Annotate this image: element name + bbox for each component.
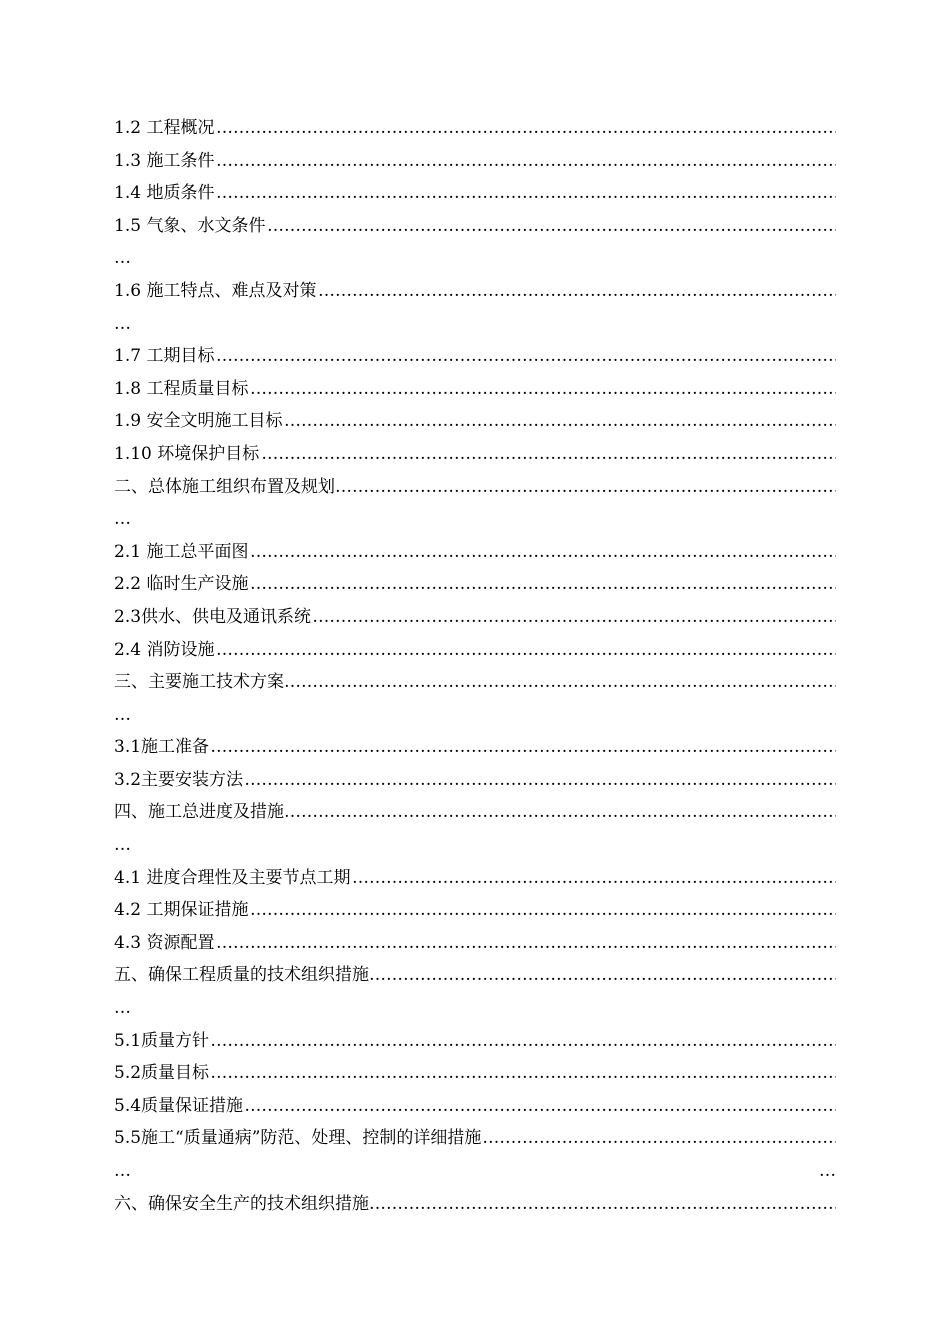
toc-entry-text: 2.2 临时生产设施: [114, 574, 249, 595]
toc-leader-continuation: [114, 829, 836, 862]
toc-leader-continuation: [114, 992, 836, 1025]
toc-continuation-text: …: [114, 998, 131, 1019]
toc-entry-text: 5.4质量保证措施: [114, 1095, 244, 1116]
toc-entry-text: 五、确保工程质量的技术组织措施: [114, 965, 369, 986]
toc-entry-text: 1.2 工程概况: [114, 118, 215, 138]
toc-continuation-text: …: [114, 248, 131, 269]
toc-entry[interactable]: [114, 634, 836, 667]
toc-entry-text: 2.4 消防设施: [114, 639, 215, 660]
toc-entry-text: 1.8 工程质量目标: [114, 378, 249, 399]
toc-entry[interactable]: [114, 927, 836, 960]
toc-entry-text: 三、主要施工技术方案: [114, 672, 284, 693]
toc-entry-text: 1.5 气象、水文条件: [114, 215, 266, 236]
toc-entry[interactable]: [114, 601, 836, 634]
toc-entry[interactable]: [114, 373, 836, 406]
toc-entry-text: 2.1 施工总平面图: [114, 541, 249, 562]
toc-entry[interactable]: [114, 862, 836, 895]
toc-entry[interactable]: [114, 894, 836, 927]
toc-entry-text: 1.3 施工条件: [114, 150, 215, 171]
toc-entry-text: 4.2 工期保证措施: [114, 900, 249, 921]
toc-entry[interactable]: [114, 1057, 836, 1090]
toc-entry-text: 1.10 环境保护目标: [114, 443, 260, 464]
toc-continuation-text: …: [114, 835, 131, 856]
toc-leader-continuation: [114, 308, 836, 341]
toc-continuation-text-right: …: [819, 1161, 836, 1181]
toc-entry[interactable]: [114, 471, 836, 504]
toc-continuation-text: …: [114, 1161, 131, 1181]
toc-continuation-text: …: [114, 509, 131, 530]
toc-continuation-text: …: [114, 704, 131, 725]
toc-entry-text: 1.4 地质条件: [114, 183, 215, 204]
toc-leader-continuation: [114, 699, 836, 732]
toc-entry-text: 5.1质量方针: [114, 1030, 210, 1051]
toc-entry[interactable]: [114, 275, 836, 308]
toc-entry[interactable]: [114, 666, 836, 699]
toc-entry[interactable]: [114, 764, 836, 797]
toc-entry[interactable]: [114, 438, 836, 471]
toc-entry[interactable]: [114, 340, 836, 373]
toc-entry-text: 3.1施工准备: [114, 737, 210, 758]
toc-continuation-text: …: [114, 313, 131, 334]
toc-entry-text: 4.1 进度合理性及主要节点工期: [114, 867, 351, 888]
toc-entry[interactable]: [114, 731, 836, 764]
toc-entry[interactable]: [114, 405, 836, 438]
toc-entry-text: 二、总体施工组织布置及规划: [114, 476, 335, 497]
toc-leader-continuation: [114, 242, 836, 275]
toc-entry-text: 4.3 资源配置: [114, 932, 215, 953]
toc-entry[interactable]: [114, 177, 836, 210]
toc-entry-text: 2.3供水、供电及通讯系统: [114, 606, 312, 627]
toc-entry[interactable]: [114, 112, 836, 145]
toc-entry[interactable]: [114, 1025, 836, 1058]
toc-entry[interactable]: [114, 1122, 836, 1155]
toc-entry-text: 1.9 安全文明施工目标: [114, 411, 283, 432]
toc-entry[interactable]: [114, 568, 836, 601]
toc-entry[interactable]: [114, 1090, 836, 1123]
toc-leader-continuation: [114, 503, 836, 536]
toc-entry-text: 5.5施工“质量通病”防范、处理、控制的详细措施: [114, 1128, 482, 1149]
toc-entry[interactable]: [114, 1188, 836, 1221]
toc-leader-continuation: [114, 1155, 836, 1188]
table-of-contents: [114, 112, 836, 1220]
toc-entry[interactable]: [114, 959, 836, 992]
toc-entry-text: 四、施工总进度及措施: [114, 802, 284, 823]
toc-entry-text: 3.2主要安装方法: [114, 769, 244, 790]
toc-entry-text: 1.7 工期目标: [114, 346, 215, 367]
toc-entry-text: 5.2质量目标: [114, 1063, 210, 1084]
toc-entry-text: 1.6 施工特点、难点及对策: [114, 280, 317, 301]
toc-entry[interactable]: [114, 796, 836, 829]
toc-entry[interactable]: [114, 210, 836, 243]
toc-entry[interactable]: [114, 536, 836, 569]
toc-entry[interactable]: [114, 145, 836, 178]
toc-entry-text: 六、确保安全生产的技术组织措施: [114, 1193, 369, 1214]
